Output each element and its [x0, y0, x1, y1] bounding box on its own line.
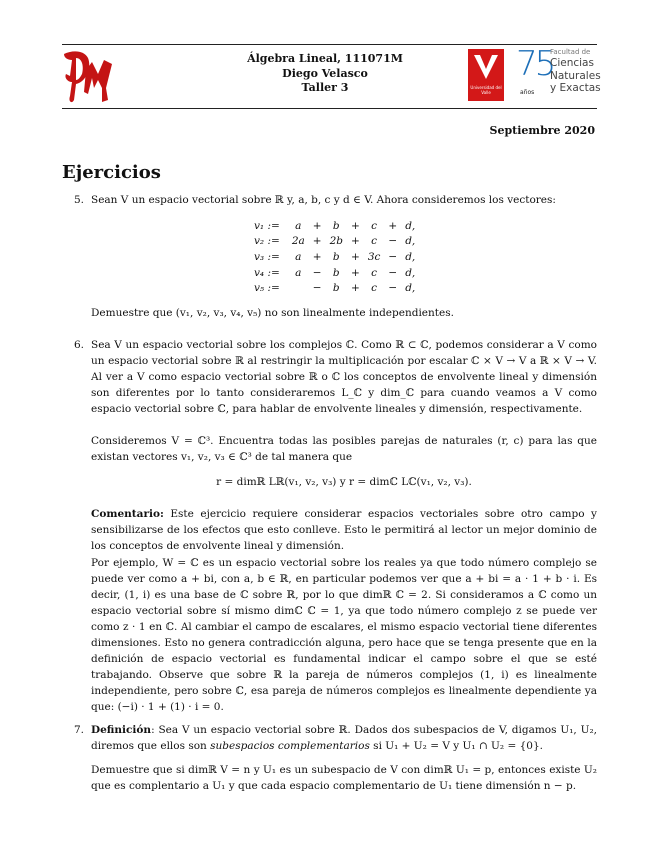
comment-label: Comentario:	[91, 508, 164, 520]
equation-term: a	[295, 219, 302, 232]
date: Septiembre 2020	[489, 124, 595, 137]
equation-term: +	[351, 282, 360, 295]
vector-name: v₂ :=	[254, 235, 280, 248]
vector-equation-row	[250, 280, 419, 296]
comment-text: Este ejercicio requiere considerar espacios vectoriales sobre otro campo y sensibilizarse de los efectos que esto conlleve. Esto le permitirá al lector un mejor dominio de los conceptos de envolvente lineal y dimensión.	[91, 508, 597, 552]
vector-equations	[250, 218, 419, 296]
equation-term: +	[312, 219, 322, 232]
equation-term: a	[295, 250, 302, 263]
equation-term: d,	[405, 235, 416, 248]
equation-term: c	[371, 266, 378, 279]
vector-name: v₅ :=	[254, 282, 280, 295]
equation-term: d,	[405, 282, 416, 295]
equation-term: b	[332, 250, 340, 263]
header-title-block	[225, 52, 425, 96]
equation-term: 3c	[367, 250, 381, 263]
faculty-line-3: Naturales	[550, 69, 601, 82]
seventy-five-logo: 75	[516, 44, 554, 84]
definition-text-a: : Sea V un espacio vectorial sobre ℝ. Dados dos subespacios de V, digamos U₁, U₂, diremos que ellos son	[91, 724, 597, 752]
equation-term: a	[295, 266, 302, 279]
vector-name: v₄ :=	[254, 266, 280, 279]
equation-term: +	[312, 235, 322, 248]
vector-equation-row	[250, 249, 419, 265]
vector-equation-row	[250, 218, 419, 234]
equation-term: −	[312, 282, 322, 295]
equation-term: −	[312, 266, 322, 279]
equation-term: +	[388, 219, 398, 232]
equation-term: b	[332, 282, 340, 295]
equation-term: c	[371, 282, 378, 295]
equation-term: d,	[405, 250, 416, 263]
equation-term: +	[351, 219, 360, 232]
exercise-7-number: 7.	[74, 724, 85, 736]
equation-term: d,	[405, 266, 416, 279]
equation-term	[288, 280, 309, 296]
equation-term: +	[351, 235, 360, 248]
equation-term: −	[388, 235, 398, 248]
assignment-title: Taller 3	[301, 81, 349, 94]
faculty-line-1: Facultad de	[550, 48, 591, 56]
definition-label: Definición	[91, 724, 152, 736]
vector-name: v₃ :=	[254, 250, 280, 263]
exercise-6-paragraph-2: Consideremos V = ℂ³. Encuentra todas las posibles parejas de naturales (r, c) para las que existan vectores v₁, v₂, v₃ ∈ ℂ³ de tal manera que	[91, 435, 597, 463]
anos-label: años	[520, 89, 535, 96]
exercise-5-conclusion: Demuestre que (v₁, v₂, v₃, v₄, v₅) no son linealmente independientes.	[91, 307, 454, 319]
faculty-line-4: y Exactas	[550, 82, 601, 94]
vector-equation-row	[250, 234, 419, 250]
exercise-6-equation: r = dimℝ Lℝ(v₁, v₂, v₃) y r = dimℂ Lℂ(v₁, v₂, v₃).	[216, 476, 472, 488]
equation-term: d,	[405, 219, 416, 232]
definition-text-b: si U₁ + U₂ = V y U₁ ∩ U₂ = {0}.	[369, 740, 543, 752]
exercise-7-definition	[91, 722, 597, 754]
header-bottom-rule	[62, 108, 597, 109]
exercise-5-intro: Sean V un espacio vectorial sobre ℝ y, a, b, c y d ∈ V. Ahora consideremos los vectores:	[91, 194, 556, 206]
equation-term: +	[351, 250, 360, 263]
course-title: Álgebra Lineal, 111071M	[247, 52, 403, 65]
equation-term: −	[388, 282, 398, 295]
exercise-6-paragraph-1: Sea V un espacio vectorial sobre los complejos ℂ. Como ℝ ⊂ ℂ, podemos considerar a V como un espacio vectorial sobre ℝ al restringir la multiplicación por escalar ℂ × V → V a ℝ × V → V. Al ver a V como espacio vectorial sobre ℝ o ℂ los conceptos de envolvente lineal y dimensión son diferentes por lo tanto consideraremos L_ℂ y dim_ℂ para cuando veamos a V como espacio vectorial sobre ℂ, para hablar de envolvente lineales y dimensión, respectivamente.	[91, 339, 597, 415]
equation-term: b	[332, 266, 340, 279]
section-title: Ejercicios	[62, 162, 161, 183]
equation-term: 2a	[291, 235, 305, 248]
faculty-logo-text	[550, 48, 601, 95]
vector-name: v₁ :=	[254, 219, 280, 232]
instructor-name: Diego Velasco	[282, 66, 368, 80]
equation-term: +	[351, 266, 360, 279]
vector-equation-row	[250, 265, 419, 281]
dm-logo	[62, 48, 114, 104]
univalle-name: Universidad del Valle	[470, 85, 502, 95]
exercise-5-number: 5.	[74, 194, 85, 206]
equation-term: c	[371, 219, 378, 232]
equation-term: c	[371, 235, 378, 248]
equation-term: −	[388, 266, 398, 279]
exercise-6-number: 6.	[74, 339, 85, 351]
exercise-6-comment	[91, 506, 597, 554]
exercise-6-paragraph-3: Por ejemplo, W = ℂ es un espacio vectorial sobre los reales ya que todo número complejo se puede ver como a + bi, con a, b ∈ ℝ, en particular podemos ver que a + bi = a · 1 + b · i. Es decir, (1, i) es una base de ℂ sobre ℝ, por lo que dimℝ ℂ = 2. Si consideramos a ℂ como un espacio vectorial sobre sí mismo dimℂ ℂ = 1, ya que todo número complejo z se puede ver como z · 1 en ℂ. Al cambiar el campo de escalares, el mismo espacio vectorial tiene diferentes dimensiones. Esto no genera contradicción alguna, pero hace que se tenga presente que en la definición de espacio vectorial es fundamental indicar el campo sobre el que se esté trabajando. Observe que sobre ℝ la pareja de números complejos (1, i) es linealmente independiente, pero sobre ℂ, esa pareja de números complejos es linealmente dependiente ya que: (−i) · 1 + (1) · i = 0.	[91, 557, 597, 713]
equation-term: b	[332, 219, 340, 232]
faculty-line-2: Ciencias	[550, 57, 594, 69]
equation-term: +	[312, 250, 322, 263]
equation-term: −	[388, 250, 398, 263]
definition-term: subespacios complementarios	[210, 740, 370, 752]
equation-term: 2b	[329, 235, 343, 248]
exercise-7-paragraph-2: Demuestre que si dimℝ V = n y U₁ es un subespacio de V con dimℝ U₁ = p, entonces existe U₂ que es complentario a U₁ y que cada espacio complementario de U₁ tiene dimensión n − p.	[91, 764, 597, 792]
